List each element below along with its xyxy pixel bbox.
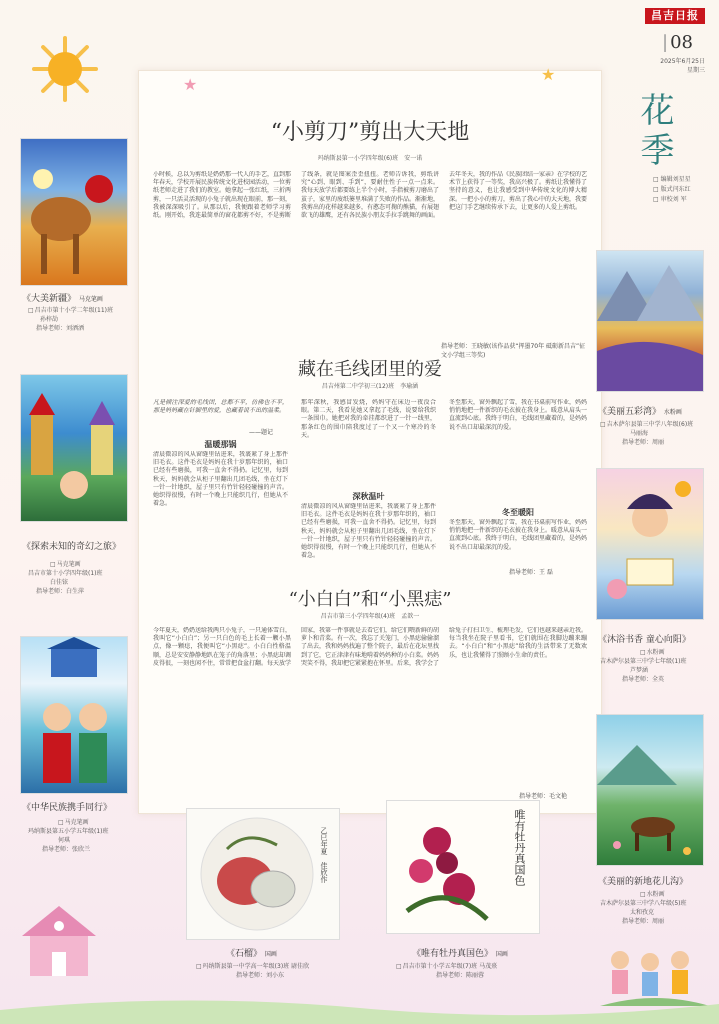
article-byline: 昌吉市第三小学四年级(4)班 孟歆一: [320, 613, 420, 620]
artwork-credit: □ 玛纳斯县第一中学高一年级(3)班 尉佳欣 指导老师：刘小东: [196, 962, 309, 980]
house-icon: [14, 900, 104, 980]
page-number: | 08: [662, 32, 693, 53]
painting-inscription: 唯有牡丹真国色: [513, 809, 526, 886]
article-body: 清晨微凉的风从窗缝里钻进来，我裹紧了身上那件旧毛衣。这件毛衣是妈妈在我十岁那年织的，袖口已经有些磨损，可我一直舍不得扔。记忆里，每到秋天，妈妈就会从柜子里翻出几团毛线，坐在灯下一针一针地织，屋子里只有竹针轻轻碰撞的声音。她织得很慢，有时一个晚上只能织几行，但她从不着急。: [153, 451, 288, 508]
article-credit: 指导老师：王晓敏(该作品获“挥墨70年 砥砺新昌吉”征文小学组三等奖): [441, 343, 586, 359]
article-body: 今年夏天，奶奶送给我两只小兔子，一只通体雪白，我叫它“小白白”；另一只白色的毛上长着一颗小黑点，像一颗痣，我便叫它“小黑痣”。小白白性格温顺，总是安安静静地趴在笼子的角落里；小黑痣却调皮得很，一刻也闲不住，常常把食盆打翻。每天放学回家，我第一件事就是去看它们，给它们喂新鲜的胡萝卜和青菜。有一次，我忘了关笼门，小黑痣偷偷溜了出去，我和妈妈找遍了整个院子，最后在花坛里找到了它，它正津津有味地啃着妈妈种的小白菜。妈妈哭笑不得，我却把它紧紧抱在怀里。后来，我学会了给兔子打扫卫生、梳理毛发，它们也越来越亲近我。每当我坐在院子里看书，它们就围在我脚边蹦来蹦去。“小白白”和“小黑痣”给我的生活带来了无数欢乐，也让我懂得了照顾小生命的责任。: [153, 627, 587, 667]
pomegranate-icon: [187, 809, 339, 939]
editor-line: □ 审校刘 军: [653, 195, 691, 205]
article-credit: 指导老师：毛文艳: [519, 793, 568, 800]
article-credit: 指导老师：王 磊: [509, 569, 553, 576]
article-title: 藏在毛线团里的爱: [298, 359, 442, 380]
artwork-image: [596, 468, 704, 620]
epigraph-source: ——题记: [249, 429, 274, 436]
artwork-credit: □ 水粉画 吉木萨尔县第三中学七年级(1)班 芦梦涵 指导老师：全英: [600, 648, 687, 684]
article-byline: 玛纳斯县第一小学四年级(6)班 安一诺: [317, 155, 423, 162]
artwork-credit: □ 吉木萨尔县第三中学八年级(6)班 马丽海 指导老师：周丽: [600, 420, 693, 447]
section-subhead: 深秋温叶: [352, 492, 385, 501]
artwork-title: 《美丽五彩湾》 水粉画: [598, 407, 682, 417]
artwork-credit: □ 马克笔画 玛纳斯县第五小学五年级(1)班 何琪 指导老师：张欣兰: [28, 818, 109, 854]
article-panel: [138, 65, 602, 814]
article-body: 那年深秋，我感冒发烧，妈妈守在床边一夜没合眼。第二天，我看见她又拿起了毛线，说要给我织一条围巾。她把对我的牵挂都织进了一针一线里，那条红色的围巾陪我度过了一个又一个寒冷的冬天。: [301, 399, 436, 439]
artwork-title: 《大美新疆》 马克笔画: [22, 294, 103, 304]
article-body: 清晨微凉的风从窗缝里钻进来，我裹紧了身上那件旧毛衣。这件毛衣是妈妈在我十岁那年织的，袖口已经有些磨损，可我一直舍不得扔。记忆里，每到秋天，妈妈就会从柜子里翻出几团毛线，坐在灯下一针一针地织，屋子里只有竹针轻轻碰撞的声音。她织得很慢，有时一个晚上只能织几行，但她从不着急。: [301, 503, 436, 560]
artwork-credit: □ 昌吉市第十小学五年级(7)班 马茂熹 指导老师：陈丽蓉: [396, 962, 497, 980]
mountain-icon: [597, 251, 703, 391]
artwork-title: 《中华民族携手同行》: [22, 803, 113, 813]
castle-icon: [21, 375, 127, 521]
artwork-image: [596, 250, 704, 392]
date-text: 2025年6月25日: [660, 58, 705, 65]
article-title: “小剪刀”剪出大天地: [270, 120, 470, 145]
artwork-title: 《美丽的新地花儿沟》: [598, 877, 689, 887]
editor-line: □ 版式闫东红: [653, 185, 691, 195]
painting-inscription: 乙巳年夏 佳欣作: [320, 827, 328, 883]
artwork-image: [596, 714, 704, 866]
reading-girl-icon: [597, 469, 703, 619]
artwork-image: [20, 374, 128, 522]
section-subhead: 冬至暖阳: [502, 508, 534, 517]
star-icon: ★: [183, 75, 198, 94]
article-epigraph: 凡是倾注深爱的毛线团，总都不平，仿佛也不平，那是妈妈藏在针脚里的爱，也藏着说不出的温柔。: [153, 399, 288, 415]
newspaper-masthead: 昌吉日报: [645, 8, 705, 24]
column-title: 花季: [634, 92, 674, 172]
section-subhead: 温暖那锅: [204, 440, 237, 449]
artwork-image: [386, 800, 540, 934]
artwork-credit: □ 昌吉市第十小学二年级(11)班 孙梓劼 指导老师：刘洒洒: [28, 306, 113, 333]
artwork-title: 《探索未知的奇幻之旅》: [22, 542, 122, 552]
horse-icon: [597, 715, 703, 865]
article-body: 冬至那天，窗外飘起了雪，我在书桌前写作业，妈妈悄悄地把一件新织的毛衣披在我身上。暖意从肩头一直流到心底。我终于明白，毛线团里藏着的，是妈妈说不出口却最深沉的爱。: [449, 399, 587, 431]
children-icon: [21, 637, 127, 793]
artwork-image: [20, 636, 128, 794]
artwork-image: [186, 808, 340, 940]
weekday-text: 星期三: [686, 67, 705, 74]
issue-date: [660, 57, 705, 75]
star-icon: ★: [541, 65, 556, 84]
artwork-credit: □ 马克笔画 昌吉市第十小学四年级(1)班 白佳铱 指导老师：白生萍: [28, 560, 103, 596]
artwork-image: [20, 138, 128, 286]
camel-icon: [21, 139, 127, 285]
article-byline: 昌吉州第二中学初三(12)班 李瑜涵: [321, 383, 419, 390]
artwork-credit: □ 水粉画 吉木萨尔县第三中学八年级(5)班 太和孜克 指导老师：周丽: [600, 890, 687, 926]
artwork-title: 《沐浴书香 童心向阳》: [598, 635, 691, 645]
ground-decoration: [0, 990, 719, 1024]
artwork-title: 《唯有牡丹真国色》 国画: [412, 949, 508, 959]
article-title: “小白白”和“小黑痣”: [288, 589, 452, 610]
article-body: 冬至那天，窗外飘起了雪，我在书桌前写作业，妈妈悄悄地把一件新织的毛衣披在我身上。暖意从肩头一直流到心底。我终于明白，毛线团里藏着的，是妈妈说不出口却最深沉的爱。: [449, 519, 587, 551]
editor-credits: [653, 175, 691, 205]
sun-icon: [30, 34, 100, 104]
article-body: 小时候，总以为剪纸是奶奶那一代人的手艺，直到那年春天，学校开展民族传统文化进校园活动，一位剪纸老师走进了我们的教室。她拿起一张红纸，三折两剪，一只活灵活现的小兔子就出现在眼前，那一刻，我被深深吸引了。从那以后，我便跟着老师学习剪纸。刚开始，我连最简单的窗花都剪不好，不是剪断了线条，就是图案歪歪扭扭。老师告诉我，剪纸讲究“心到、眼到、手到”，要耐住性子一点一点来。我每天放学后都要练上半个小时，手指被剪刀磨出了茧子，家里的废纸篓里堆满了失败的作品。渐渐地，我剪出的花样越来越多，有憨态可掬的熊猫，有展翅欲飞的雄鹰，还有各民族小朋友手拉手跳舞的画面。去年冬天，我的作品《民族团结一家亲》在学校的艺术节上获得了一等奖，我高兴极了。剪纸让我懂得了坚持的意义，也让我感受到中华传统文化的博大精深。一把小小的剪刀，剪出了我心中的大天地，我要把这门手艺继续传承下去，让更多的人爱上剪纸。: [153, 171, 587, 220]
editor-line: □ 编辑刘星星: [653, 175, 691, 185]
artwork-title: 《石榴》 国画: [226, 949, 277, 959]
